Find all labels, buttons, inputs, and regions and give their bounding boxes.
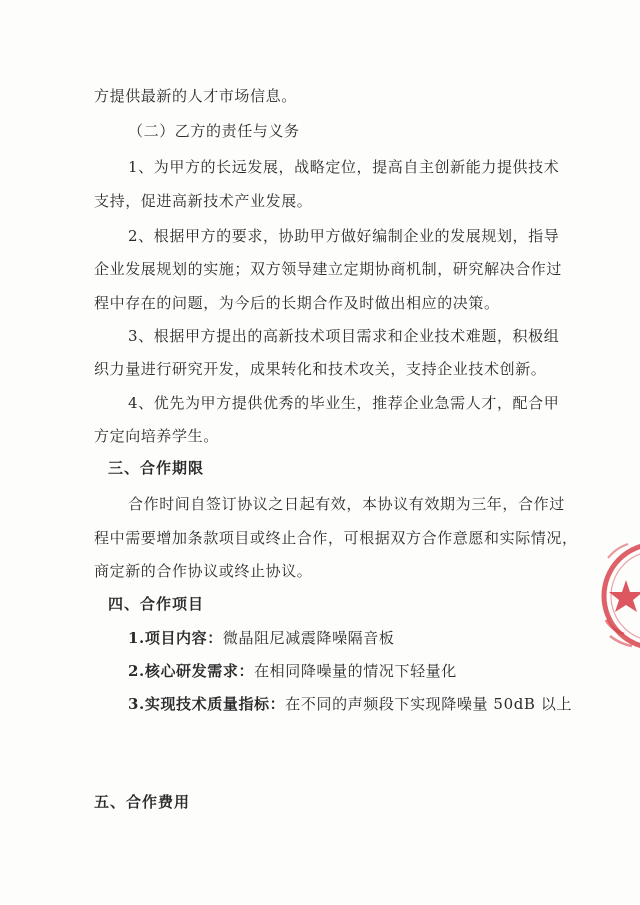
paragraph-line: 2、根据甲方的要求，协助甲方做好编制企业的发展规划，指导	[128, 227, 560, 245]
project-item-metric	[128, 694, 572, 714]
item-term: 2.核心研发需求：	[128, 662, 255, 680]
paragraph-line: 方提供最新的人才市场信息。	[94, 87, 297, 105]
section-heading-term: 三、合作期限	[108, 459, 205, 477]
paragraph-line: 程中存在的问题，为今后的长期合作及时做出相应的决策。	[94, 294, 500, 312]
item-term: 1.项目内容：	[128, 629, 223, 647]
section-heading-cost: 五、合作费用	[94, 793, 191, 811]
project-item-content	[128, 628, 394, 648]
paragraph-line: 支持，促进高新技术产业发展。	[94, 192, 313, 210]
section-subheading: （二）乙方的责任与义务	[128, 122, 300, 140]
section-heading-project: 四、合作项目	[108, 595, 205, 613]
paragraph-line: 企业发展规划的实施；双方领导建立定期协商机制，研究解决合作过	[94, 260, 563, 278]
paragraph-line: 织力量进行研究开发，成果转化和技术攻关，支持企业技术创新。	[94, 360, 547, 378]
item-text: 在相同降噪量的情况下轻量化	[254, 662, 457, 680]
paragraph-line: 4、优先为甲方提供优秀的毕业生，推荐企业急需人才，配合甲	[128, 394, 560, 412]
paragraph-line: 商定新的合作协议或终止协议。	[94, 562, 313, 580]
project-item-requirement	[128, 661, 457, 681]
paragraph-line: 1、为甲方的长远发展，战略定位，提高自主创新能力提供技术	[128, 158, 560, 176]
paragraph-line: 3、根据甲方提出的高新技术项目需求和企业技术难题，积极组	[128, 327, 560, 345]
paragraph-line: 合作时间自签订协议之日起有效，本协议有效期为三年，合作过	[128, 495, 565, 513]
paragraph-line: 方定向培养学生。	[94, 427, 219, 445]
item-text: 在不同的声频段下实现降噪量 50dB 以上	[285, 695, 573, 713]
paragraph-line: 程中需要增加条款项目或终止合作，可根据双方合作意愿和实际情况，	[94, 529, 578, 547]
item-text: 微晶阻尼减震降噪隔音板	[222, 629, 395, 647]
item-term: 3.实现技术质量指标：	[128, 695, 286, 713]
red-seal-stamp	[598, 528, 640, 658]
